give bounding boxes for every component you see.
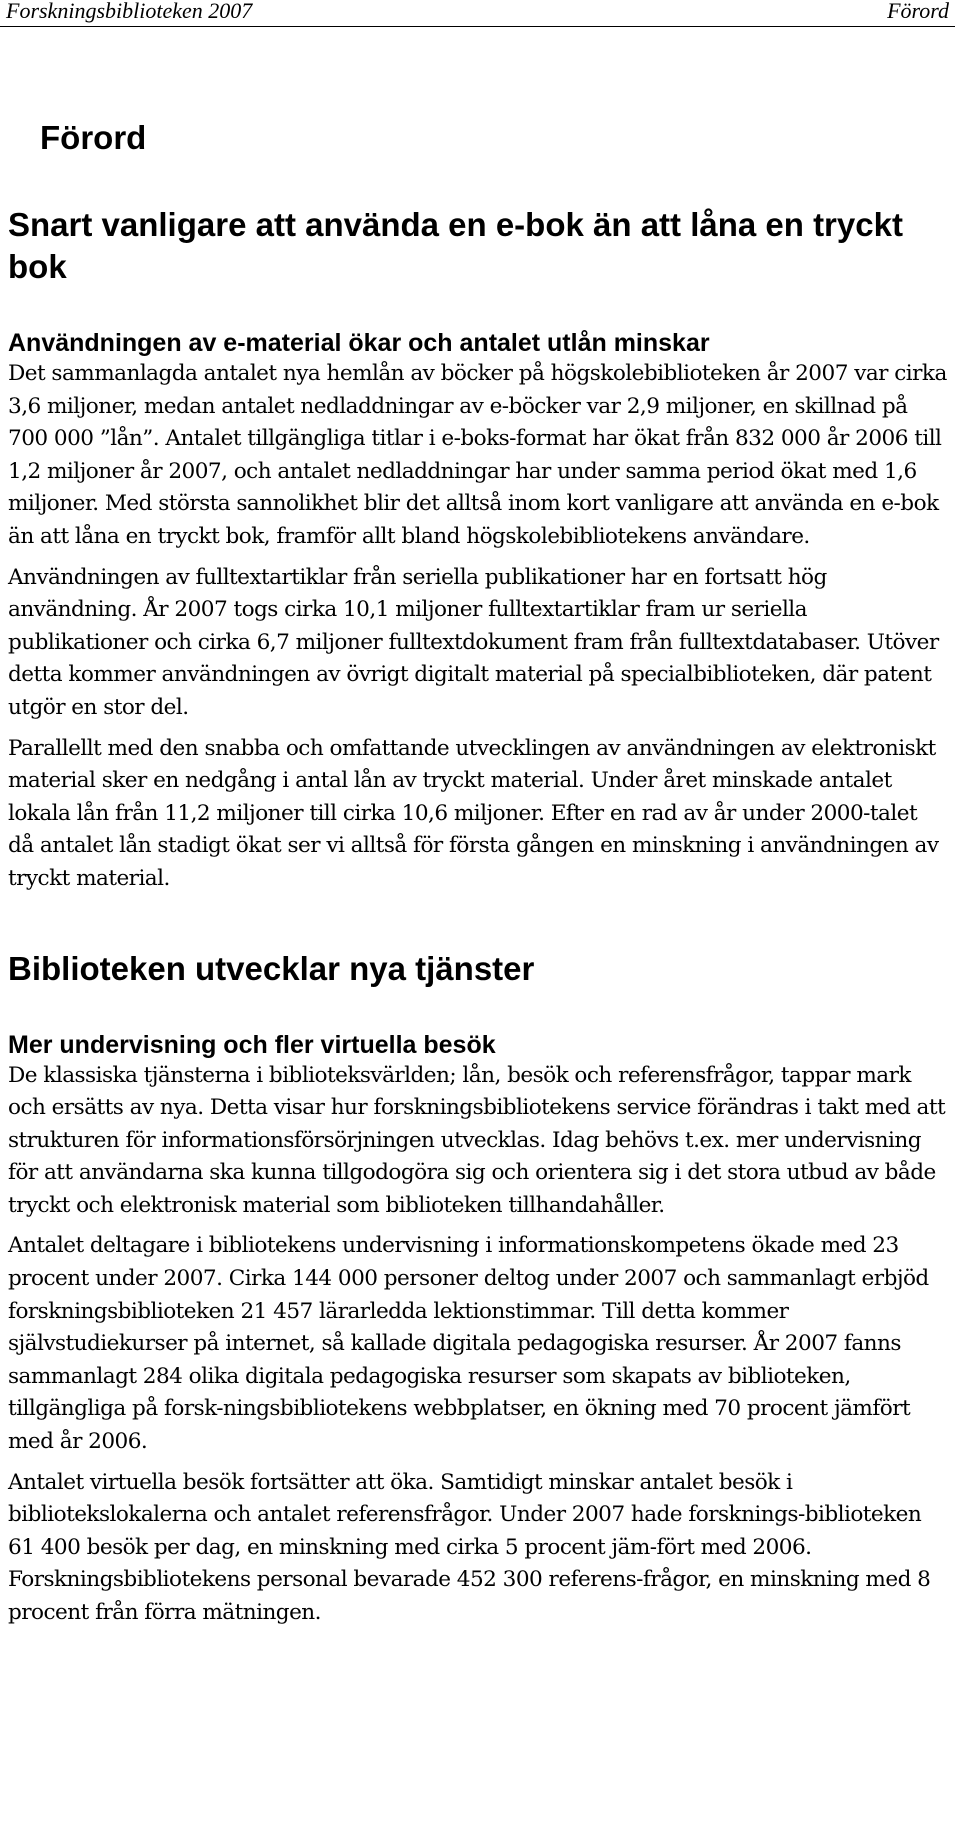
- section-1-paragraph-3: Parallellt med den snabba och omfattande utvecklingen av användningen av elektroniskt material sker en nedgång i antal lån av tryckt material. Under året minskade antalet lokala lån från 11,2 miljoner till cirka 10,6 miljoner. Efter en rad av år under 2000-talet då antalet lån stadigt ökat ser vi alltså för första gången en minskning i användningen av tryckt material.: [8, 735, 939, 891]
- section-2-paragraph-2: Antalet deltagare i bibliotekens undervisning i informationskompetens ökade med 23 procent under 2007. Cirka 144 000 personer deltog under 2007 och sammanlagt erbjöd forskningsbiblioteken 21 457 lärarledda lektionstimmar. Till detta kommer självstudiekurser på internet, så kallade digitala pedagogiska resurser. År 2007 fanns sammanlagt 284 olika digitala pedagogiska resurser som skapats av biblioteken, tillgängliga på forsk-ningsbibliotekens webbplatser, en ökning med 70 procent jämfört med år 2006.: [8, 1233, 929, 1455]
- section-1-heading: Snart vanligare att använda en e-bok än att låna en tryckt bok: [8, 206, 903, 285]
- section-2-heading: Biblioteken utvecklar nya tjänster: [8, 949, 535, 987]
- section-1-paragraph-2: Användningen av fulltextartiklar från seriella publikationer har en fortsatt hög användning. År 2007 togs cirka 10,1 miljoner fulltextartiklar fram ur seriella publikationer och cirka 6,7 miljoner fulltextdokument fram från fulltextdatabaser. Utöver detta kommer användningen av övrigt digitalt material på specialbiblioteken, där patent utgör en stor del.: [8, 564, 939, 720]
- section-2-paragraph-3: Antalet virtuella besök fortsätter att öka. Samtidigt minskar antalet besök i bibliotekslokalerna och antalet referensfrågor. Under 2007 hade forsknings-biblioteken 61 400 besök per dag, en minskning med cirka 5 procent jäm-fört med 2006. Forskningsbibliotekens personal bevarade 452 300 referens-frågor, en minskning med 8 procent från förra mätningen.: [8, 1469, 931, 1625]
- document-body: [8, 118, 948, 1630]
- header-chapter-title: Förord: [887, 0, 949, 23]
- section-1-subheading: Användningen av e-material ökar och antalet utlån minskar: [8, 329, 710, 357]
- foreword-heading: Förord: [40, 119, 147, 156]
- section-2-paragraph-1: De klassiska tjänsterna i biblioteksvärlden; lån, besök och referensfrågor, tappar mark och ersätts av nya. Detta visar hur forskningsbibliotekens service förändras i takt med att strukturen för informationsförsörjningen utvecklas. Idag behövs t.ex. mer undervisning för att användarna ska kunna tillgodogöra sig och orientera sig i det stora utbud av både tryckt och elektronisk material som biblioteken tillhandahåller.: [8, 1062, 946, 1218]
- running-header: [0, 0, 955, 27]
- section-1-paragraph-1: Det sammanlagda antalet nya hemlån av böcker på högskolebiblioteken år 2007 var cirka 3,6 miljoner, medan antalet nedladdningar av e-böcker var 2,9 miljoner, en skillnad på 700 000 ”lån”. Antalet tillgängliga titlar i e-boks-format har ökat från 832 000 år 2006 till 1,2 miljoner år 2007, och antalet nedladdningar har under samma period ökat med 1,6 miljoner. Med största sannolikhet blir det alltså inom kort vanligare att använda en e-bok än att låna en tryckt bok, framför allt bland högskolebibliotekens användare.: [8, 361, 947, 549]
- header-publication-title: Forskningsbiblioteken 2007: [6, 0, 253, 23]
- section-2-subheading: Mer undervisning och fler virtuella besök: [8, 1030, 496, 1059]
